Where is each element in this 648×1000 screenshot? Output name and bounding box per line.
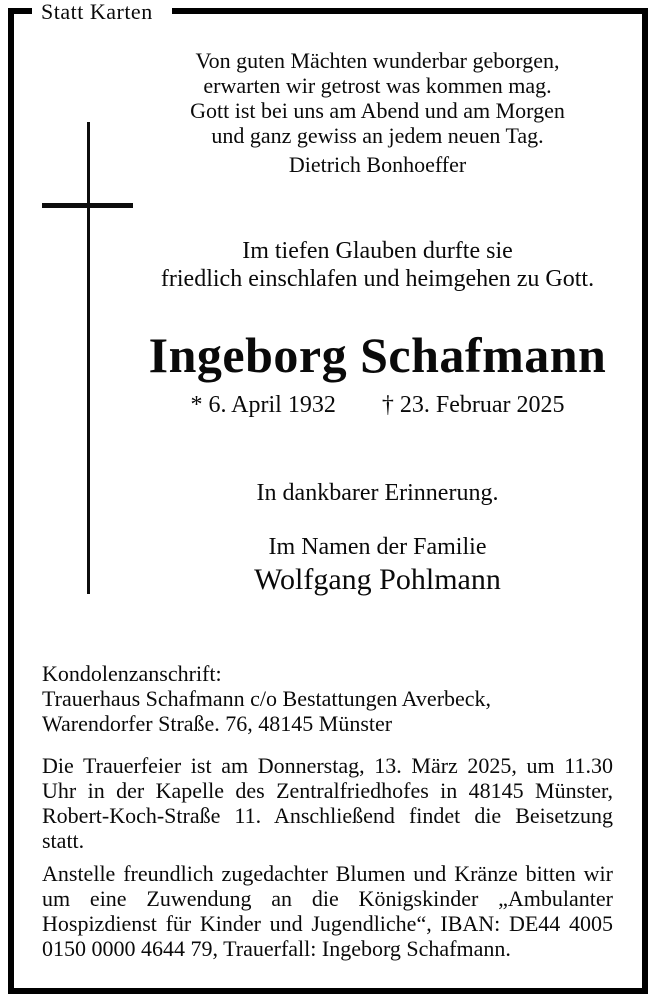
quote-line: und ganz gewiss an jedem neuen Tag. [211, 123, 544, 148]
quote-block [110, 48, 645, 177]
cross-vertical-bar [87, 122, 90, 594]
donation-request: Anstelle freundlich zugedachter Blumen und Kränze bitten wir um eine Zuwendung an die Königskinder „Ambulanter Hospizdienst für Kinder und Jugendliche“, IBAN: DE44 4005 0150 0000 4644 79, Trauerfall: Ingeborg Schafmann. [42, 861, 613, 961]
deceased-name: Ingeborg Schafmann [148, 327, 607, 383]
frame-border-bottom [8, 988, 648, 994]
header-label: Statt Karten [37, 1, 157, 23]
cross-horizontal-bar [42, 203, 133, 208]
condolence-line: Warendorfer Straße. 76, 48145 Münster [42, 711, 393, 736]
life-dates [110, 392, 645, 419]
death-date: † 23. Februar 2025 [381, 392, 565, 418]
frame-top-right-segment [172, 8, 648, 14]
funeral-details: Die Trauerfeier ist am Donnerstag, 13. März 2025, um 11.30 Uhr in der Kapelle des Zentralfriedhofes in 48145 Münster, Robert-Koch-Straße 11. Anschließend findet die Beisetzung statt. [42, 753, 613, 853]
remembrance-line: In dankbarer Erinnerung. [256, 480, 499, 506]
condolence-address [42, 661, 613, 736]
quote-attribution: Dietrich Bonhoeffer [288, 152, 467, 177]
signatory-name: Wolfgang Pohlmann [254, 563, 501, 596]
intro-line: friedlich einschlafen und heimgehen zu Gott. [160, 266, 595, 292]
details-section [42, 661, 613, 961]
condolence-line: Trauerhaus Schafmann c/o Bestattungen Averbeck, [42, 686, 492, 711]
condolence-label: Kondolenzanschrift: [42, 661, 222, 686]
quote-line: Von guten Mächten wunderbar geborgen, [195, 48, 560, 73]
quote-line: erwarten wir getrost was kommen mag. [203, 73, 552, 98]
frame-border-left [8, 8, 14, 994]
intro-line: Im tiefen Glauben durfte sie [242, 238, 513, 264]
quote-line: Gott ist bei uns am Abend und am Morgen [190, 98, 565, 123]
birth-date: * 6. April 1932 [190, 392, 336, 418]
family-line: Im Namen der Familie [268, 534, 487, 560]
intro-block [110, 237, 645, 293]
